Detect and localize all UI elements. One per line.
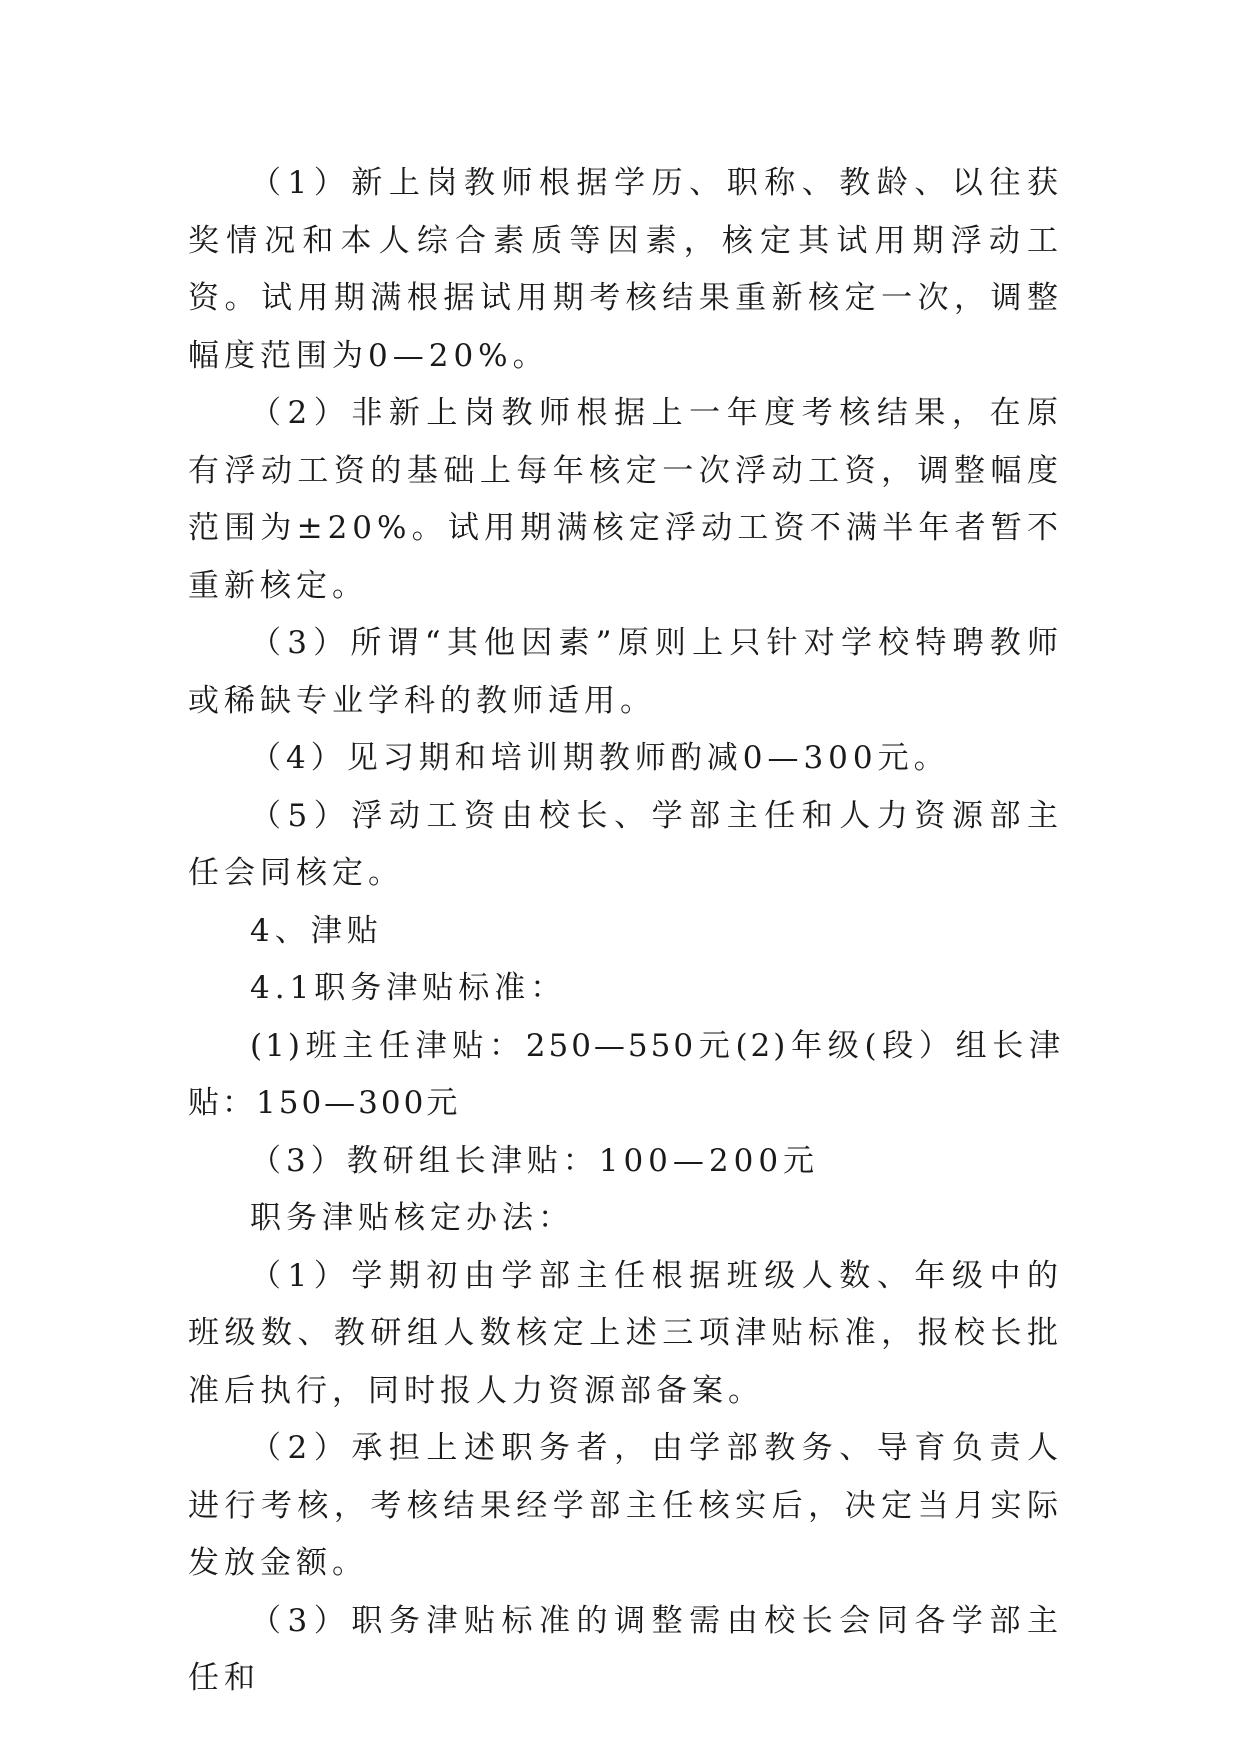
paragraph-teaching-group-leader-allowance: （3）教研组长津贴：100—200元: [250, 1142, 820, 1179]
document-body: [188, 155, 1063, 1708]
paragraph-class-and-grade-leader-allowance: (1)班主任津贴：250—550元(2)年级(段）组长津贴：150—300元: [188, 1027, 1063, 1121]
paragraph-wage-approval: （5）浮动工资由校长、学部主任和人力资源部主任会同核定。: [188, 797, 1063, 891]
section-heading-allowance: 4、津贴: [250, 912, 383, 949]
subsection-heading-duty-allowance-standard: 4.1职务津贴标准：: [250, 970, 567, 1006]
paragraph-other-factors: （3）所谓“其他因素”原则上只针对学校特聘教师或稀缺专业学科的教师适用。: [188, 625, 1063, 719]
paragraph-duty-assessment: （2）承担上述职务者，由学部教务、导育负责人进行考核，考核结果经学部主任核实后，决定当月实际发放金额。: [188, 1430, 1063, 1581]
paragraph-probation-reduction: （4）见习期和培训期教师酌减0—300元。: [250, 740, 950, 776]
paragraph-standard-adjustment: （3）职务津贴标准的调整需由校长会同各学部主任和: [188, 1602, 1063, 1696]
paragraph-existing-teacher-floating-wage: （2）非新上岗教师根据上一年度考核结果，在原有浮动工资的基础上每年核定一次浮动工资，调整幅度范围为±20%。试用期满核定浮动工资不满半年者暂不重新核定。: [188, 395, 1063, 604]
subsection-heading-allowance-method: 职务津贴核定办法：: [250, 1200, 574, 1236]
paragraph-new-teacher-floating-wage: （1）新上岗教师根据学历、职称、教龄、以往获奖情况和本人综合素质等因素，核定其试用期浮动工资。试用期满根据试用期考核结果重新核定一次，调整幅度范围为0—20%。: [188, 165, 1063, 374]
paragraph-semester-allowance-approval: （1）学期初由学部主任根据班级人数、年级中的班级数、教研组人数核定上述三项津贴标准，报校长批准后执行，同时报人力资源部备案。: [188, 1257, 1063, 1409]
